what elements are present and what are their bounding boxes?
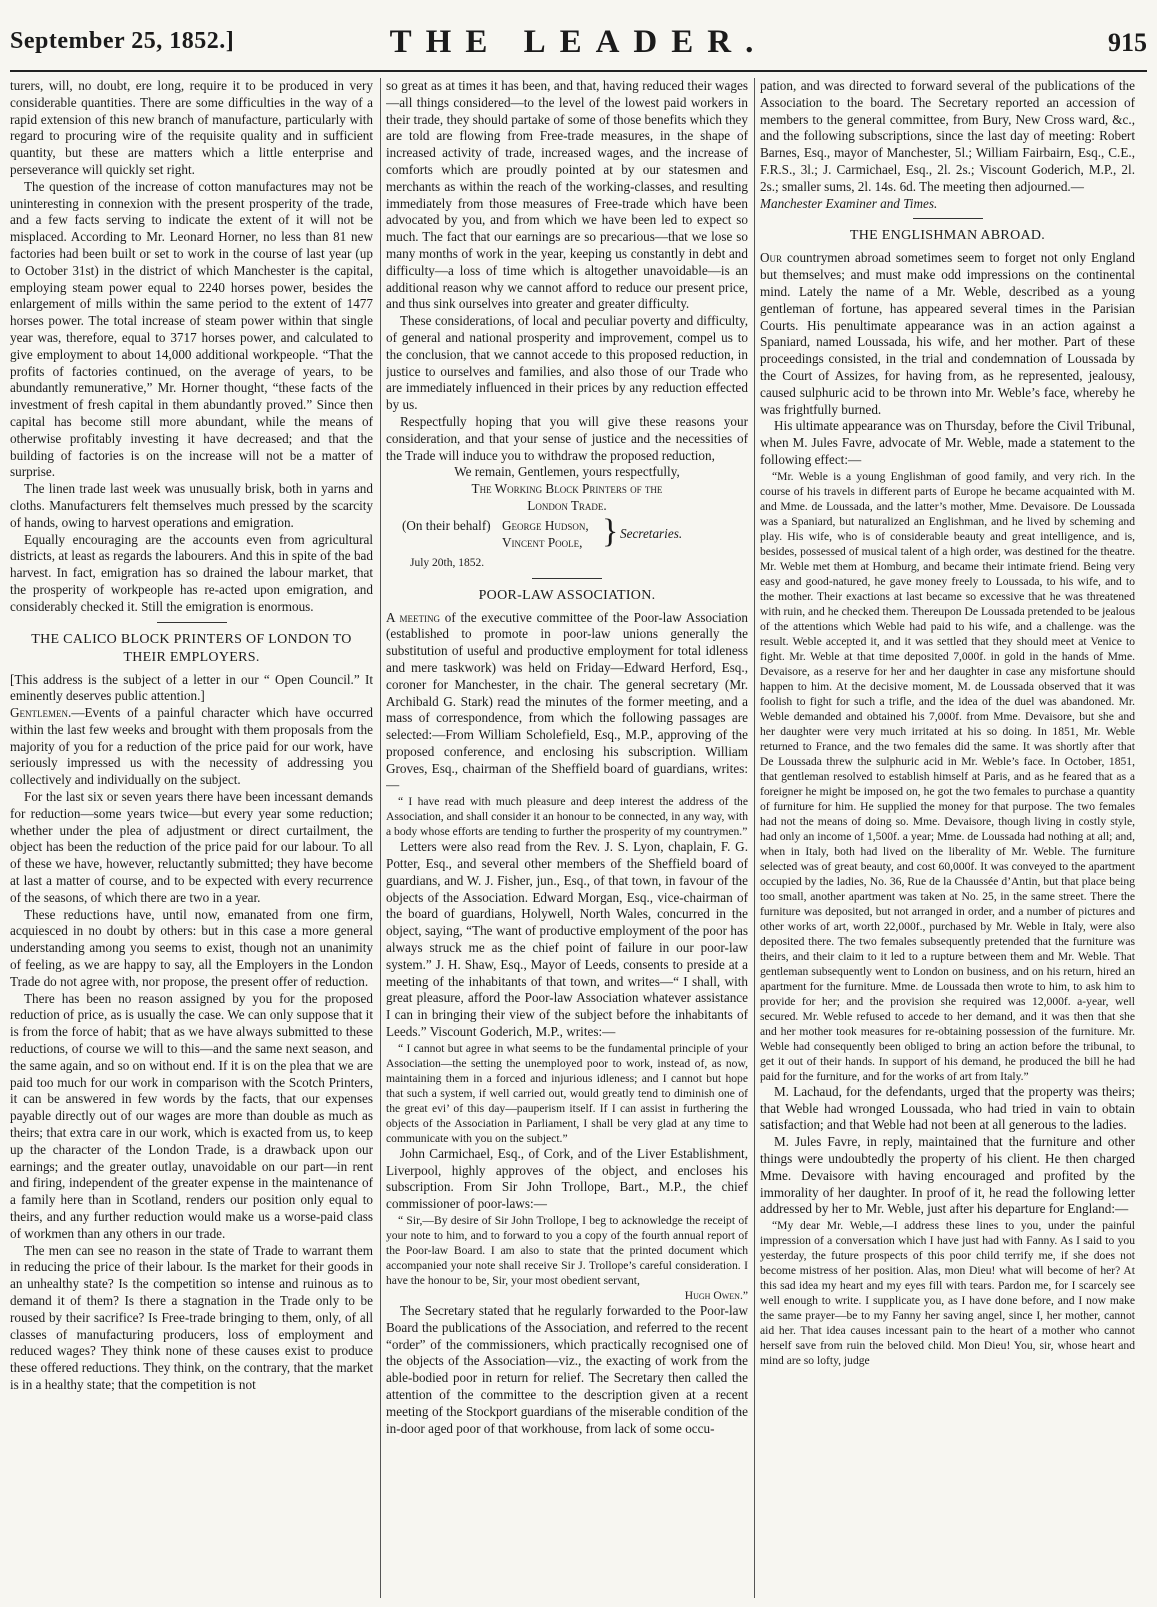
paragraph-text: countrymen abroad sometimes seem to forget not only England but themselves; and must make odd impressions on the continental mind. Lately the name of a Mr. Weble, described as a young gentleman of fortune, has appeared several times in the Parisian Courts. His penultimate appearance was in an action against a Spaniard, named Loussada, his wife, and her mother. Part of these proceedings consisted, in the trial and condemnation of Loussada by the Court of Assizes, for having from, as he represented, jealousy, caused sulphuric acid to be thrown into Mr. Weble’s face, whereby he was frightfully burned.: [760, 250, 1135, 417]
paragraph: His ultimate appearance was on Thursday, before the Civil Tribunal, when M. Jules Favre, advocate of Mr. Weble, made a statement to the following effect:—: [760, 418, 1135, 467]
paragraph-text: —Events of a painful character which have occurred within the last few weeks and brought with them proposals from the majority of you for a reduction of the price paid for our work, have seriously impressed us with the necessity of addressing you collectively and individually on the subject.: [10, 705, 373, 788]
column-divider: [380, 78, 381, 1598]
column-divider: [754, 78, 755, 1598]
column-1: [10, 78, 373, 1598]
quotation: [760, 1218, 1135, 1368]
paragraph: M. Lachaud, for the defendants, urged that the property was theirs; that Weble had wronged Loussada, who had tried in vain to obtain satisfaction; and that Weble had not been at all generous to the ladies.: [760, 1083, 1135, 1133]
paragraph: For the last six or seven years there have been incessant demands for reduction—some years twice—but every year some reduction; whether under the plea of adjustment or direct curtailment, the object has been the reduction of the price paid for our labour. To all of these we have, however, reluctantly submitted; they have become at last a matter of course, and to be expected with every recurrence of the seasons, of which there are two in a year.: [10, 789, 373, 905]
signatory: London Trade.: [527, 497, 607, 513]
masthead-rule: [10, 70, 1147, 72]
paragraph: [386, 610, 748, 795]
section-separator: [157, 622, 227, 623]
masthead: [10, 24, 1147, 70]
paragraph: Letters were also read from the Rev. J. S. Lyon, chaplain, F. G. Potter, Esq., and several other members of the Sheffield board of guardians, and W. J. Fisher, jun., Esq., of that town, in favour of the objects of the Association. Edward Morgan, Esq., vice-chairman of the board of guardians, Holywell, North Wales, concurred in the object, saying, “The want of productive employment of the poor has always struck me as the chief point of failure in our poor-law system.” J. H. Shaw, Esq., Mayor of Leeds, consents to preside at a meeting of the inhabitants of that town, and writes—“ I shall, with great pleasure, afford the Poor-law Association whatever assistance I can in bringing their view of the subject before the inhabitants of Leeds.” Viscount Goderich, M.P., writes:—: [386, 839, 748, 1040]
lead-in: A meeting: [386, 609, 441, 625]
quotation: [386, 1213, 748, 1303]
section-separator: [913, 218, 983, 219]
quote-text: “ I cannot but agree in what seems to be the fundamental principle of your Association—the setting the unemployed poor to work, instead of, as now, maintaining them in a forced and injurious idleness; and I cannot but hope that such a system, if well carried out, would greatly tend to diminish one of the great evi’ of this day—pauperism itself. If I can assist in furthering the objects of the Association in Parliament, I shall be very glad at any time to communicate with you on the subject.”: [386, 1041, 748, 1145]
paragraph: The question of the increase of cotton manufactures may not be uninteresting in connexion with the present prosperity of the trade, and a few facts serving to indicate the extent of it will not be misplaced. According to Mr. Leonard Horner, no less than 81 new factories had been built or set to work in the course of last year (up to October 31st) in the district of which Manchester is the capital, employing steam power equal to 2240 horses power, besides the enlargement of mills within the same period to the extent of 1477 horses power. The total increase of steam power within that single year was, therefore, equal to 3717 horses power, and calculated to give employment to about 14,000 additional workpeople. “That the profits of factories continued, on the average of years, to be abundantly remunerative,” Mr. Horner thought, “these facts of the investment of fresh capital in them abundantly proved.” Since then capital has become still more abundant, while the means of otherwise profitably investing it have decreased; and that the building of factories is on the increase will not be a matter of surprise.: [10, 178, 373, 480]
quote-text: “Mr. Weble is a young Englishman of good family, and very rich. In the course of his travels in different parts of Europe he became acquainted with M. and Mme. de Loussada, and the latter’s mother, Mme. Devaisore. De Loussada was a Spaniard, but naturalized an Englishman, and he lived by scheming and play. His wife, who is of considerable beauty and great intelligence, and is, besides, possessed of musical talent of a high order, was destined for the theatre. Mr. Weble met them at Homburg, and became their intimate friend. Being very easy and good-natured, he gave money freely to Loussada, to his wife, and to the mother. Their exactions at last became so excessive that he was threatened with ruin, and he checked them. Thereupon De Loussada pretended to be jealous of the attentions which Weble had paid to his wife, and a challenge. was the result. Weble accepted it, and it was settled that they should meet at Venice to fight. Mr. Weble at that time deposited 7,000f. in gold in the hands of Mme. Devaisore, as a reserve for her and her daughter in case any misfortune should happen to him. At the decisive moment, M. de Loussada observed that it was foolish to fight for such a trifle, and the idea of the duel was abandoned. Mr. Weble demanded and obtained his 7,000f. from Mme. Devaisore, but she and her daughter were very much irritated at his so doing. In 1851, Mr. Weble returned to France, and the two females did the same. It was shortly after that De Loussada threw the sulphuric acid in Mr. Weble’s face. In October, 1851, that gentleman resolved to establish himself at Paris, and as he feared that as a foreigner he might be imposed on, he got the two females to purchase a quantity of furniture for him. He supplied the money for that purpose. The two females had not the means of doing so. Mme. Devaisore, though living in costly style, had only an income of 1,500f. a year; Mme. de Loussada had nothing at all; and, when in Italy, both had lived on the liberality of Mr. Weble. The furniture selected was of great beauty, and cost 60,000f. It was conveyed to the apartment occupied by the ladies, No. 36, Rue de la Chaussée d’Antin, but that place being too small, another apartment was taken at No. 25, in the same street. There the furniture was deposited, but not arranged in order, and a number of pictures and other works of art, worth 22,000f., purchased by Mr. Weble in Italy, were also deposited there. The two females subsequently pretended that the furniture was theirs, and their claim to it led to a rupture between them and Mr. Weble. That gentleman subsequently went to London on business, and on his return, hired an apartment for the furniture. Mme. de Loussada then wrote to him, to ask him to provide for her; and the provision she required was 12,000f. a-year, well secured. Mr. Weble refused to accede to her demand, and it was then that she and her mother took measures for re-obtaining possession of the furniture. Mr. Weble had consequently been obliged to bring an action before the tribunal, to get it out of their hands. In support of his demand, he produced the bill he had paid for the furniture, and for the works of art from Italy.”: [760, 469, 1135, 1083]
paragraph: Equally encouraging are the accounts even from agricultural districts, at least as regards the labourers. And this in spite of the bad harvest. In fact, emigration has so drained the labour market, that the prosperity of workpeople has re-acted upon emigration, and considerably checked it. Still the emigration is enormous.: [10, 531, 373, 614]
salutation: Gentlemen.: [10, 705, 72, 721]
paragraph: so great as at times it has been, and that, having reduced their wages—all things considered—to the level of the lowest paid workers in their trade, they should partake of some of those benefits which they are told are flowing from Free-trade measures, in the shape of increased activity of trade, increased wages, and the increase of comforts which are proudly pointed at by our statesmen and merchants as within the reach of the working-classes, and resulting immediately from those measures of Free-trade which have been advocated by you, and from which we have been led to expect so much. The fact that our earnings are so precarious—that we lose so many months of work in the year, keeping us constantly in debt and difficulty—a loss of time which is altogether unavoidable—is an additional reason why we cannot afford to reduce our present price, and thus sink ourselves into greater and greater difficulty.: [386, 78, 748, 312]
paragraph: The linen trade last week was unusually brisk, both in yarns and cloths. Manufacturers felt themselves much pressed by the scarcity of hands, owing to harvest operations and emigration.: [10, 481, 373, 530]
secretaries-block: [386, 512, 748, 553]
paragraph: These considerations, of local and peculiar poverty and difficulty, of general and national prosperity and improvement, compel us to the conclusion, that we cannot accede to this proposed reduction, in justice to ourselves and families, and also those of our Trade who are immediately influenced in their prices by any reduction effected by us.: [386, 313, 748, 413]
closing-line: We remain, Gentlemen, yours respectfully,: [454, 464, 680, 480]
secretary-name: Vincent Poole,: [502, 534, 583, 550]
letter-date: July 20th, 1852.: [410, 556, 485, 569]
column-3: [760, 78, 1135, 1598]
secretaries-label: Secretaries.: [620, 525, 683, 541]
quotation: [386, 1041, 748, 1146]
page-number: 915: [1108, 28, 1147, 57]
editorial-note: [This address is the subject of a letter in our “ Open Council.” It eminently deserves public attention.]: [10, 671, 373, 704]
paragraph: These reductions have, until now, emanated from one firm, acquiesced in no doubt by others: but in this case a more general understanding among you seems to exist, though not an unanimity of feeling, as we are happy to say, all the Employers in the London Trade do not agree with, nor propose, the present offer of reduction.: [10, 906, 373, 989]
paragraph: Respectfully hoping that you will give these reasons your consideration, and that your sense of justice and the necessities of the Trade will induce you to withdraw the proposed reduction,: [386, 413, 748, 463]
paragraph: M. Jules Favre, in reply, maintained that the furniture and other things were undoubtedly the property of his client. He then charged Mme. Devaisore with having encouraged and profited by the immorality of her daughter. In proof of it, he read the following letter addressed by her to Mr. Weble, just after his departure for England:—: [760, 1134, 1135, 1217]
secretary-names: [502, 517, 589, 551]
quotation: [386, 794, 748, 839]
paragraph: [760, 250, 1135, 418]
quote-signature: Hugh Owen.”: [684, 1289, 748, 1303]
paragraph: There has been no reason assigned by you for the proposed reduction of price, as is usually the case. We can only suppose that it is from the force of habit; that as we have always submitted to these reductions, of course we will to this—and the same next season, and the same again, and so on without end. If it is on the plea that we are paid too much for our work in comparison with the Scotch Printers, it can be answered in few words by the facts, that our expenses payable directly out of our wages are more than double as much as theirs; that extra care in our work, which is exacted from us, to keep up the character of the London Trade, is a drawback upon our earnings; and the greater outlay, unavoidable on our part—in rent and firing, independent of the greater expense in the maintenance of a family here than in Scotland, renders our position only equal to theirs, and any further reduction would make us a worse-paid class of workmen than any others in our trade.: [10, 990, 373, 1241]
section-separator: [532, 578, 602, 579]
quote-text: “My dear Mr. Weble,—I address these lines to you, under the painful impression of a conversation which I have just had with Fanny. As I said to you yesterday, the future prospects of this poor child terrify me, if she does not become mistress of her position. Alas, mon Dieu! what will become of her? At this sad idea my heart and my eyes fill with tears. Pardon me, for I scarcely see well enough to write. I supplicate you, as I have done before, and I now make the same prayer—be to my Fanny her saving angel, since I, her mother, cannot aid her. That idea causes incessant pain to the heart of a mother who cannot herself save from ruin the beloved child. Mon Dieu! You, sir, whose heart and mind are so lofty, judge: [760, 1219, 1135, 1368]
paragraph: pation, and was directed to forward several of the publications of the Association to the board. The Secretary reported an accession of members to the general committee, from Bury, New Cross ward, &c., and the following subscriptions, since the last day of meeting: Robert Barnes, Esq., mayor of Manchester, 5l.; William Fairbairn, Esq., C.E., F.R.S., 3l.; J. Carmichael, Esq., 2l. 2s.; Viscount Goderich, M.P., 2l. 2s.; smaller sums, 2l. 14s. 6d. The meeting then adjourned.—: [760, 78, 1135, 194]
quote-text: “ Sir,—By desire of Sir John Trollope, I beg to acknowledge the receipt of your note to him, and to forward to you a copy of the fourth annual report of the Poor-law Board. I am also to state that the printed document which accompanied your note shall receive Sir J. Trollope’s careful consideration. I have the honour to be, Sir, your most obedient servant,: [386, 1214, 748, 1288]
article-heading: THE CALICO BLOCK PRINTERS OF LONDON TO THEIR EMPLOYERS.: [31, 631, 352, 665]
article-heading: THE ENGLISHMAN ABROAD.: [849, 228, 1046, 244]
quotation: [760, 469, 1135, 1084]
paragraph-text: of the executive committee of the Poor-law Association (established to promote in poor-law unions generally the substitution of useful and productive employment for total idleness and mere taskwork) was held on Friday—Edward Herford, Esq., coroner for Manchester, in the chair. The general secretary (Mr. Archibald G. Stark) read the minutes of the former meeting, and a mass of correspondence, from which the following passages are selected:—From William Scholefield, Esq., M.P., approving of the proposed conference, and enclosing his subscription. William Groves, Esq., chairman of the Sheffield board of guardians, writes:—: [386, 609, 748, 793]
issue-date: September 25, 1852.]: [10, 28, 235, 54]
paragraph: John Carmichael, Esq., of Cork, and of the Liver Establishment, Liverpool, highly approves of the object, and encloses his subscription. From Sir John Trollope, Bart., M.P., the chief commissioner of poor-laws:—: [386, 1145, 748, 1212]
paragraph: The Secretary stated that he regularly forwarded to the Poor-law Board the publications of the Association, and referred to the recent “order” of the commissioners, which practically recognised one of the objects of the Association—viz., the exacting of work from the able-bodied poor in return for relief. The Secretary then called the attention of the committee to the description given at a recent meeting of the Stockport guardians of the miserable condition of the in-door aged poor of that workhouse, from lack of some occu-: [386, 1303, 748, 1436]
newspaper-title: THE LEADER.: [389, 24, 768, 60]
lead-in: Our: [760, 250, 783, 266]
paragraph: [10, 705, 373, 789]
quote-text: “ I have read with much pleasure and deep interest the address of the Association, and shall consider it an honour to be connected, in any way, with a body whose efforts are tending to further the prosperity of my countrymen.”: [386, 795, 748, 839]
signatory: The Working Block Printers of the: [471, 481, 663, 497]
column-2: [386, 78, 748, 1598]
source-credit: Manchester Examiner and Times.: [760, 195, 938, 211]
paragraph: The men can see no reason in the state of Trade to warrant them in reducing the price of their labour. Is the market for their goods in an unhealthy state? Is the competition so intense and ruinous as to demand it of them? Is there a stagnation in the Trade only to be roused by their sacrifice? Is Free-trade bringing to them, only, of all classes of manufacturing producers, loss of employment and reduced wages? They think none of these causes exist to produce these offered reductions. They think, on the contrary, that the market is in a healthy state; that the competition is not: [10, 1242, 373, 1392]
article-heading: POOR-LAW ASSOCIATION.: [478, 587, 656, 603]
on-behalf-label: (On their behalf): [402, 517, 491, 533]
secretary-name: George Hudson,: [502, 517, 589, 533]
paragraph: turers, will, no doubt, ere long, require it to be produced in very considerable quantities. There are some difficulties in the way of a rapid extension of this new branch of manufacture, particularly with regard to procuring wire of the requisite quality and in sufficient quantity, but these are matters which a little enterprise and perseverance will quickly set right.: [10, 78, 373, 177]
brace-symbol: }: [602, 512, 619, 550]
